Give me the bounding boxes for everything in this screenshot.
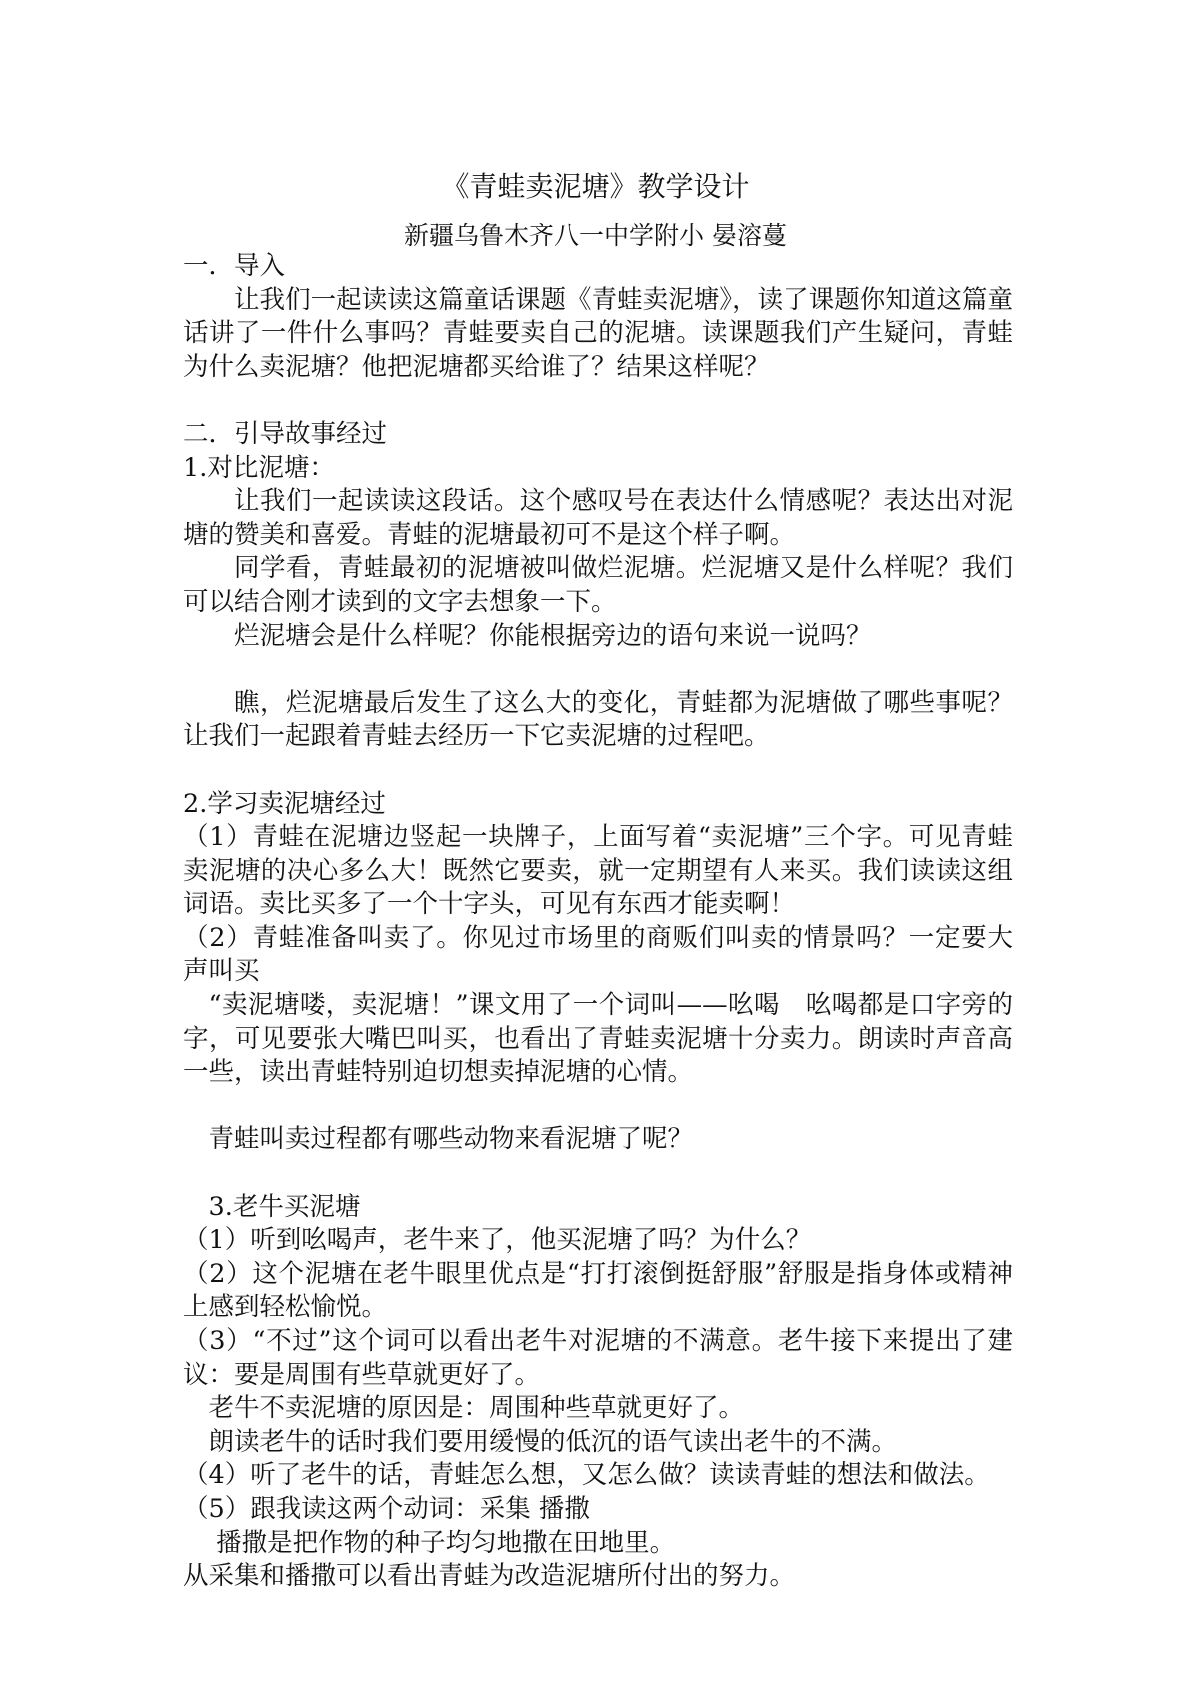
paragraph: （5）跟我读这两个动词：采集 播撒 bbox=[183, 1493, 590, 1524]
paragraph: 瞧，烂泥塘最后发生了这么大的变化，青蛙都为泥塘做了哪些事呢？让我们一起跟着青蛙去经历一下它卖泥塘的过程吧。 bbox=[183, 687, 1013, 752]
subsection-heading: 1.对比泥塘： bbox=[183, 452, 335, 483]
paragraph: 青蛙叫卖过程都有哪些动物来看泥塘了呢？ bbox=[208, 1124, 694, 1155]
paragraph: 同学看，青蛙最初的泥塘被叫做烂泥塘。烂泥塘又是什么样呢？我们可以结合刚才读到的文字去想象一下。 bbox=[183, 553, 1013, 617]
paragraph: 老牛不卖泥塘的原因是：周围种些草就更好了。 bbox=[208, 1393, 745, 1424]
subsection-heading: 2.学习卖泥塘经过 bbox=[183, 788, 386, 819]
blank-line bbox=[183, 754, 1013, 788]
paragraph: 朗读老牛的话时我们要用缓慢的低沉的语气读出老牛的不满。 bbox=[208, 1426, 898, 1457]
paragraph: 烂泥塘会是什么样呢？你能根据旁边的语句来说一说吗？ bbox=[234, 620, 872, 651]
blank-line bbox=[183, 1090, 1013, 1124]
blank-line bbox=[183, 1157, 1013, 1191]
paragraph: （2）青蛙准备叫卖了。你见过市场里的商贩们叫卖的情景吗？一定要大声叫买 bbox=[183, 922, 1013, 987]
paragraph: （4）听了老牛的话，青蛙怎么想，又怎么做？读读青蛙的想法和做法。 bbox=[183, 1460, 990, 1491]
document-title: 《青蛙卖泥塘》教学设计 bbox=[441, 170, 750, 203]
blank-line bbox=[183, 653, 1013, 687]
subsection-heading: 3.老牛买泥塘 bbox=[208, 1191, 361, 1222]
paragraph: （1）听到吆喝声，老牛来了，他买泥塘了吗？为什么？ bbox=[183, 1225, 812, 1256]
paragraph: （2）这个泥塘在老牛眼里优点是“打打滚倒挺舒服”舒服是指身体或精神上感到轻松愉悦。 bbox=[183, 1258, 1013, 1323]
document-body bbox=[183, 250, 1013, 1594]
paragraph: 播撒是把作物的种子均匀地撒在田地里。 bbox=[216, 1527, 676, 1558]
blank-line bbox=[183, 384, 1013, 418]
paragraph: 从采集和播撒可以看出青蛙为改造泥塘所付出的努力。 bbox=[183, 1561, 796, 1592]
paragraph: （3）“不过”这个词可以看出老牛对泥塘的不满意。老牛接下来提出了建议：要是周围有些草就更好了。 bbox=[183, 1326, 1013, 1390]
section-heading: 一．导入 bbox=[183, 251, 286, 281]
section-heading: 二．引导故事经过 bbox=[183, 418, 388, 449]
paragraph: 让我们一起读读这篇童话课题《青蛙卖泥塘》，读了课题你知道这篇童话讲了一件什么事吗？青蛙要卖自己的泥塘。读课题我们产生疑问，青蛙为什么卖泥塘？他把泥塘都买给谁了？结果这样呢？ bbox=[183, 284, 1013, 382]
paragraph: （1）青蛙在泥塘边竖起一块牌子，上面写着“卖泥塘”三个字。可见青蛙卖泥塘的决心多么大！既然它要卖，就一定期望有人来买。我们读读这组词语。卖比买多了一个十字头，可见有东西才能卖啊！ bbox=[183, 822, 1013, 920]
paragraph: 让我们一起读读这段话。这个感叹号在表达什么情感呢？表达出对泥塘的赞美和喜爱。青蛙的泥塘最初可不是这个样子啊。 bbox=[183, 486, 1013, 550]
document-author: 新疆乌鲁木齐八一中学附小 晏溶蔓 bbox=[404, 221, 787, 250]
paragraph: “卖泥塘喽，卖泥塘！”课文用了一个词叫——吆喝 吆喝都是口字旁的字，可见要张大嘴巴叫买，也看出了青蛙卖泥塘十分卖力。朗读时声音高一些，读出青蛙特别迫切想卖掉泥塘的心情。 bbox=[183, 990, 1013, 1088]
